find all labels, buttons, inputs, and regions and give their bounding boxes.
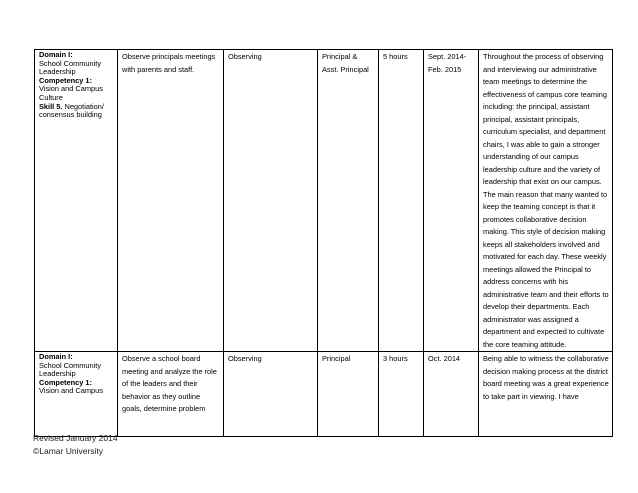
domain-name: School Community Leadership xyxy=(39,360,102,379)
domain-cell xyxy=(35,352,118,437)
competency-name: Vision and Campus xyxy=(39,386,103,396)
internship-activity-table xyxy=(34,49,613,437)
reflection-cell: Throughout the process of observing and interviewing our administrative team meetings to determine the effectiveness of campus core teaming including: the principal, assistant principal, assistant principals, curriculum specialist, and department chairs, I was able to gain a stronger understanding of our campus leadership culture and the variety of leadership that exist on our campus. The main reason that many wanted to keep the teaming concept is that it promotes collaborative decision making. This style of decision making keeps all stakeholders involved and motivated for each day. These weekly meetings allowed the Principal to address concerns with his administrative team and their efforts to develop their departments. Each administrator was assigned a department and expected to cultivate the core teaming attitude. xyxy=(479,50,613,352)
role-cell: Observing xyxy=(224,50,318,352)
mentor-cell: Principal & Asst. Principal xyxy=(318,50,379,352)
hours-cell: 3 hours xyxy=(379,352,424,437)
skill-label: Skill 5. xyxy=(39,101,63,111)
activity-cell: Observe a school board meeting and analyze the role of the leaders and their behavior as they outline goals, determine problem xyxy=(118,352,224,437)
copyright-notice: ©Lamar University xyxy=(33,446,104,456)
revised-date: Revised January 2014 xyxy=(33,433,118,443)
domain-label: Domain I: xyxy=(39,50,73,59)
mentor-cell: Principal xyxy=(318,352,379,437)
reflection-cell: Being able to witness the collaborative decision making process at the district board meeting was a great experience to take part in viewing. I have xyxy=(479,352,613,437)
domain-label: Domain I: xyxy=(39,352,73,361)
date-cell: Sept. 2014- Feb. 2015 xyxy=(424,50,479,352)
domain-cell xyxy=(35,50,118,352)
activity-cell: Observe principals meetings with parents and staff. xyxy=(118,50,224,352)
date-cell: Oct. 2014 xyxy=(424,352,479,437)
competency-name: Vision and Campus Culture xyxy=(39,84,103,102)
role-cell: Observing xyxy=(224,352,318,437)
table-row xyxy=(35,352,613,437)
hours-cell: 5 hours xyxy=(379,50,424,352)
domain-name: School Community Leadership xyxy=(39,58,102,77)
page-footer xyxy=(33,432,118,458)
competency-label: Competency 1: xyxy=(39,75,92,85)
skill-name: Negotiation/ consensus building xyxy=(39,101,104,120)
table-row xyxy=(35,50,613,352)
competency-label: Competency 1: xyxy=(39,377,92,387)
